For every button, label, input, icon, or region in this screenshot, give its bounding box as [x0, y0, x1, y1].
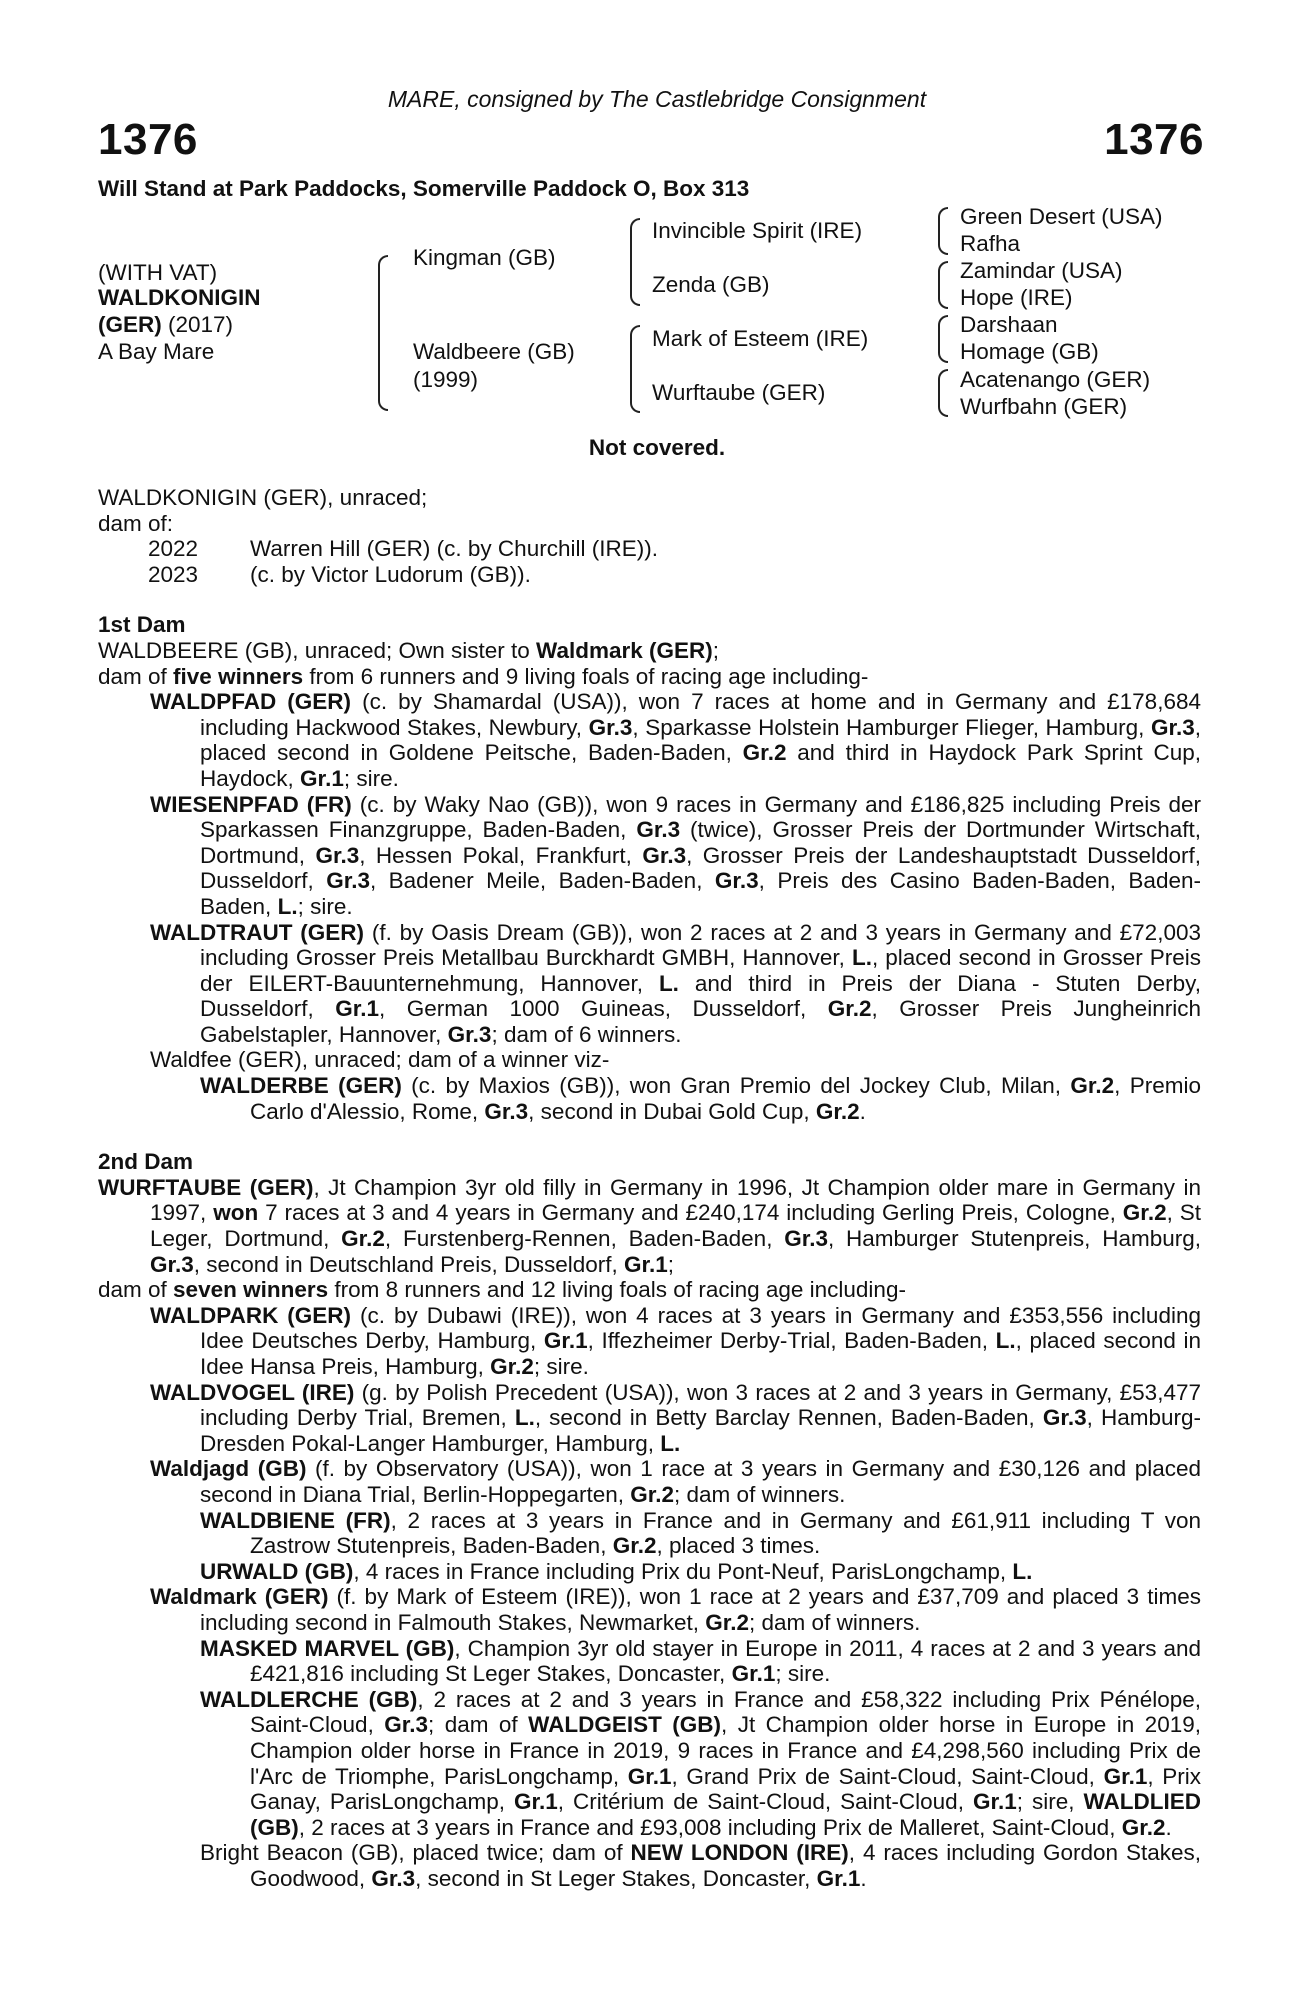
bold-text: Gr.2: [341, 1226, 385, 1252]
bold-text: Gr.1: [335, 996, 380, 1022]
bold-text: WALDLERCHE (GB): [200, 1686, 418, 1712]
text-run: 7 races at 3 and 4 years in Germany and £240,174 including Gerling Preis, Cologne,: [258, 1200, 1123, 1226]
produce-text: [250, 536, 658, 562]
section-heading: [98, 612, 1201, 638]
gen3-ancestor: Zamindar (USA): [960, 258, 1123, 283]
text-run: dam of:: [98, 510, 174, 536]
text-run: (twice), Grosser Preis der Dortmunder Wirtschaft, Dortmund,: [200, 817, 1202, 868]
text-run: , German 1000 Guineas, Dusseldorf,: [379, 996, 828, 1022]
horse-country: (GER): [98, 312, 162, 337]
text-run: (f. by Mark of Esteem (IRE)), won 1 race at 2 years and £37,709 and placed 3 times including second in Falmouth Stakes, Newmarket,: [200, 1584, 1201, 1635]
text-run: , Grosser Preis Jungheinrich Gabelstapler, Hannover,: [200, 996, 1201, 1047]
brace-g3-1: [938, 207, 948, 255]
pedigree-entry: [98, 1277, 1201, 1303]
text-run: (f. by Oasis Dream (GB)), won 2 races at 2 and 3 years in Germany and £72,003 including Grosser Preis Metallbau Burckhardt GMBH, Hannover,: [200, 919, 1201, 971]
pedigree-entry: [150, 1456, 1201, 1507]
dam-sire: Mark of Esteem (IRE): [652, 326, 869, 351]
text-run: ;: [712, 637, 720, 663]
text-run: , second in Deutschland Preis, Dusseldorf,: [193, 1251, 624, 1277]
bold-text: L.: [277, 893, 298, 919]
text-run: (g. by Polish Precedent (USA)), won 3 races at 2 and 3 years in Germany, £53,477 including Derby Trial, Bremen,: [200, 1379, 1201, 1431]
text-run: Bright Beacon (GB), placed twice; dam of: [200, 1840, 631, 1866]
text-run: , St Leger, Dortmund,: [150, 1200, 1201, 1252]
text-run: , 2 races at 3 years in France and £93,008 including Prix de Malleret, Saint-Cloud,: [298, 1814, 1122, 1840]
bold-text: L.: [514, 1405, 535, 1431]
bold-text: won: [213, 1200, 259, 1226]
text-run: WALDBEERE (GB), unraced; Own sister to: [98, 637, 537, 663]
brace-sire: [630, 218, 640, 306]
sire: Kingman (GB): [413, 245, 556, 270]
text-run: , Premio Carlo d'Alessio, Rome,: [250, 1073, 1201, 1124]
bold-text: Gr.1: [300, 765, 344, 791]
horse-description: A Bay Mare: [98, 339, 215, 364]
stand-location: Will Stand at Park Paddocks, Somerville Paddock O, Box 313: [98, 176, 750, 201]
bold-text: Gr.1: [543, 1328, 588, 1354]
bold-text: WALDERBE (GER): [200, 1073, 402, 1099]
bold-text: Gr.3: [326, 868, 370, 894]
text-run: dam of: [98, 663, 174, 689]
bold-text: Gr.1: [816, 1865, 861, 1891]
bold-text: Gr.1: [513, 1789, 558, 1815]
pedigree-entry: [150, 1380, 1201, 1457]
text-run: ; dam of: [428, 1712, 529, 1738]
text-run: , second in Betty Barclay Rennen, Baden-Baden,: [534, 1405, 1043, 1431]
gen3-ancestor: Green Desert (USA): [960, 204, 1163, 229]
gen3-ancestor: Darshaan: [960, 312, 1058, 337]
text-run: 2nd Dam: [98, 1149, 194, 1175]
bold-text: Gr.3: [384, 1712, 429, 1738]
text-run: , 2 races at 2 and 3 years in France and £58,322 including Prix Pénélope, Saint-Cloud,: [250, 1686, 1202, 1738]
bold-text: L.: [995, 1328, 1016, 1354]
pedigree-entry: [150, 689, 1201, 791]
bold-text: L.: [660, 1430, 681, 1456]
text-run: , Critérium de Saint-Cloud, Saint-Cloud,: [557, 1789, 973, 1815]
pedigree-entry: [98, 485, 1201, 511]
text-run: , second in Dubai Gold Cup,: [528, 1098, 816, 1124]
text-run: and third in Preis der Diana - Stuten Derby, Dusseldorf,: [200, 970, 1201, 1022]
bold-text: Gr.3: [784, 1226, 829, 1252]
text-run: , Hessen Pokal, Frankfurt,: [359, 842, 643, 868]
bold-text: L.: [658, 970, 679, 996]
bold-text: Gr.2: [1121, 1814, 1166, 1840]
bold-text: Gr.2: [705, 1609, 750, 1635]
bold-text: WALDVOGEL (IRE): [150, 1379, 355, 1405]
brace-g3-3: [938, 315, 948, 363]
text-run: ; dam of winners.: [674, 1481, 846, 1507]
text-run: ; sire,: [1016, 1789, 1084, 1815]
bold-text: seven winners: [173, 1277, 329, 1303]
gen3-ancestor: Rafha: [960, 231, 1021, 256]
text-run: , Jt Champion 3yr old filly in Germany in 1996, Jt Champion older mare in Germany in 1997,: [150, 1174, 1201, 1226]
bold-text: Gr.2: [612, 1533, 657, 1559]
text-run: ; sire.: [343, 765, 399, 791]
bold-text: Gr.2: [1070, 1073, 1115, 1099]
bold-text: Gr.3: [642, 842, 687, 868]
text-run: and third in Haydock Park Sprint Cup, Haydock,: [200, 740, 1202, 791]
bold-text: URWALD (GB): [200, 1558, 354, 1584]
text-run: Waldfee (GER), unraced; dam of a winner viz-: [150, 1047, 610, 1073]
pedigree-entry: [150, 920, 1201, 1048]
text-run: , 2 races at 3 years in France and in Germany and £61,911 including T von Zastrow Stutenpreis, Baden-Baden,: [250, 1507, 1201, 1559]
text-run: , Hamburg-Dresden Pokal-Langer Hamburger, Hamburg,: [200, 1405, 1201, 1456]
horse-name: WALDKONIGIN: [98, 285, 261, 310]
text-run: , Grosser Preis der Landeshauptstadt Dusseldorf, Dusseldorf,: [200, 842, 1201, 894]
bold-text: Waldmark (GER): [150, 1584, 329, 1610]
text-run: , placed second in Idee Hansa Preis, Hamburg,: [200, 1328, 1201, 1379]
text-run: , Iffezheimer Derby-Trial, Baden-Baden,: [587, 1328, 996, 1354]
text-run: ; sire.: [775, 1661, 831, 1687]
bold-text: Gr.3: [371, 1865, 416, 1891]
bold-text: MASKED MARVEL (GB): [200, 1635, 455, 1661]
pedigree-entry: [98, 638, 1201, 664]
text-run: (c. by Dubawi (IRE)), won 4 races at 3 years in Germany and £353,556 including Idee Deutsches Derby, Hamburg,: [200, 1302, 1201, 1354]
brace-g3-4: [938, 369, 948, 417]
text-run: ;: [667, 1251, 675, 1277]
pedigree-entry: [200, 1636, 1201, 1687]
text-run: ; dam of winners.: [749, 1609, 921, 1635]
text-run: , 4 races including Gordon Stakes, Goodwood,: [250, 1840, 1201, 1891]
lot-number-left: 1376: [98, 115, 198, 164]
bold-text: Gr.1: [624, 1251, 668, 1277]
horse-year: (2017): [168, 312, 234, 337]
brace-g3-2: [938, 261, 948, 309]
pedigree-entry: [200, 1840, 1201, 1891]
text-run: , placed 3 times.: [656, 1533, 821, 1559]
brace-dam: [630, 325, 640, 413]
bold-text: WALDBIENE (FR): [200, 1507, 391, 1533]
text-run: (c. by Maxios (GB)), won Gran Premio del Jockey Club, Milan,: [401, 1073, 1071, 1099]
bold-text: WALDPFAD (GER): [150, 689, 352, 715]
bold-text: Gr.3: [1042, 1405, 1087, 1431]
pedigree-entry: [200, 1073, 1201, 1124]
text-run: , Sparkasse Holstein Hamburger Flieger, Hamburg,: [632, 714, 1151, 740]
text-run: , Champion 3yr old stayer in Europe in 2011, 4 races at 2 and 3 years and £421,816 including St Leger Stakes, Doncaster,: [250, 1635, 1201, 1687]
lot-number-right: 1376: [1104, 115, 1204, 164]
sire-sire: Invincible Spirit (IRE): [652, 218, 863, 243]
bold-text: Gr.1: [1103, 1763, 1148, 1789]
bold-text: L.: [851, 945, 872, 971]
text-run: , Badener Meile, Baden-Baden,: [370, 868, 715, 894]
text-run: , placed second in Goldene Peitsche, Baden-Baden,: [200, 714, 1201, 766]
produce-year: 2022: [148, 536, 199, 562]
brace-gen1: [378, 255, 388, 411]
text-run: (c. by Victor Ludorum (GB)).: [250, 561, 531, 587]
bold-text: Gr.2: [827, 996, 872, 1022]
bold-text: Gr.3: [636, 817, 681, 843]
bold-text: WALDPARK (GER): [150, 1302, 352, 1328]
text-run: .: [1165, 1814, 1172, 1840]
vat-label: (WITH VAT): [98, 260, 218, 285]
bold-text: Gr.3: [1150, 714, 1195, 740]
bold-text: Gr.3: [447, 1021, 492, 1047]
bold-text: WALDGEIST (GB): [528, 1712, 722, 1738]
bold-text: Gr.3: [150, 1251, 194, 1277]
text-run: , Furstenberg-Rennen, Baden-Baden,: [384, 1226, 785, 1252]
pedigree-entry: [200, 1559, 1201, 1585]
coverage-status: Not covered.: [588, 435, 726, 460]
catalogue-body: [98, 485, 1201, 1891]
pedigree-entry: [98, 664, 1201, 690]
bold-text: WURFTAUBE (GER): [98, 1174, 314, 1200]
bold-text: Gr.2: [742, 740, 787, 766]
bold-text: Gr.2: [1122, 1200, 1167, 1226]
text-run: (f. by Observatory (USA)), won 1 race at 3 years in Germany and £30,126 and placed second in Diana Trial, Berlin-Hoppegarten,: [200, 1456, 1201, 1507]
pedigree-entry: [150, 792, 1201, 920]
bold-text: five winners: [173, 663, 304, 689]
text-run: from 6 runners and 9 living foals of racing age including-: [303, 663, 869, 689]
text-run: WALDKONIGIN (GER), unraced;: [98, 485, 428, 510]
text-run: , second in St Leger Stakes, Doncaster,: [415, 1865, 817, 1891]
bold-text: Gr.3: [714, 868, 759, 894]
pedigree-entry: [98, 1175, 1201, 1277]
section-heading: [98, 1149, 1201, 1175]
bold-text: Gr.1: [627, 1763, 672, 1789]
text-run: , Hamburger Stutenpreis, Hamburg,: [828, 1226, 1201, 1252]
text-run: (c. by Waky Nao (GB)), won 9 races in Germany and £186,825 including Preis der Sparkassen Finanzgruppe, Baden-Baden,: [200, 791, 1201, 843]
gen3-ancestor: Wurfbahn (GER): [960, 394, 1128, 419]
sire-dam: Zenda (GB): [652, 272, 770, 297]
bold-text: WALDTRAUT (GER): [150, 919, 365, 945]
text-run: Warren Hill (GER) (c. by Churchill (IRE)).: [250, 536, 658, 562]
consignment-line: MARE, consigned by The Castlebridge Consignment: [387, 86, 927, 112]
text-run: , placed second in Grosser Preis der EILERT-Bauunternehmung, Hannover,: [200, 945, 1202, 996]
pedigree-entry: [150, 1584, 1201, 1635]
produce-year: 2023: [148, 561, 199, 587]
bold-text: Gr.3: [315, 842, 360, 868]
text-run: .: [860, 1865, 867, 1891]
bold-text: Gr.2: [815, 1098, 860, 1124]
bold-text: WIESENPFAD (FR): [150, 791, 352, 817]
bold-text: Gr.3: [588, 714, 633, 740]
text-run: , Grand Prix de Saint-Cloud, Saint-Cloud,: [671, 1763, 1104, 1789]
text-run: , Jt Champion older horse in Europe in 2019, Champion older horse in France in 2019, 9 races in France and £4,298,560 including Prix de l'Arc de Triomphe, ParisLongchamp,: [250, 1712, 1201, 1789]
text-run: from 8 runners and 12 living foals of racing age including-: [328, 1277, 906, 1303]
pedigree-entry: [150, 1303, 1201, 1380]
text-run: , Prix Ganay, ParisLongchamp,: [250, 1763, 1201, 1815]
text-run: dam of: [98, 1277, 174, 1303]
produce-text: [250, 562, 531, 588]
text-run: , 4 races in France including Prix du Pont-Neuf, ParisLongchamp,: [353, 1558, 1013, 1584]
bold-text: Gr.1: [972, 1789, 1017, 1815]
text-run: .: [859, 1098, 866, 1124]
text-run: , Preis des Casino Baden-Baden, Baden-Baden,: [200, 868, 1201, 919]
bold-text: Gr.3: [484, 1098, 529, 1124]
produce-record: [98, 536, 1201, 562]
pedigree-entry: [98, 511, 1201, 537]
text-run: ; sire.: [297, 893, 353, 919]
bold-text: Gr.2: [490, 1354, 534, 1379]
pedigree-entry: [200, 1508, 1201, 1559]
bold-text: Waldjagd (GB): [150, 1456, 307, 1482]
gen3-ancestor: Hope (IRE): [960, 285, 1073, 310]
dam-dam: Wurftaube (GER): [652, 380, 826, 405]
bold-text: NEW LONDON (IRE): [630, 1840, 849, 1866]
text-run: 1st Dam: [98, 612, 186, 638]
bold-text: Gr.1: [731, 1661, 776, 1687]
dam: Waldbeere (GB): [413, 339, 575, 364]
text-run: ; dam of 6 winners.: [491, 1021, 682, 1047]
gen3-ancestor: Acatenango (GER): [960, 367, 1151, 392]
dam-year: (1999): [413, 367, 479, 392]
bold-text: Gr.2: [630, 1481, 675, 1507]
produce-record: [98, 562, 1201, 588]
bold-text: L.: [1012, 1558, 1033, 1584]
text-run: (c. by Shamardal (USA)), won 7 races at home and in Germany and £178,684 including Hackwood Stakes, Newbury,: [200, 689, 1201, 740]
pedigree-entry: [150, 1047, 1201, 1073]
text-run: ; sire.: [533, 1354, 589, 1379]
pedigree-entry: [200, 1687, 1201, 1841]
gen3-ancestor: Homage (GB): [960, 339, 1099, 364]
bold-text: Waldmark (GER): [536, 637, 713, 663]
bold-text: WALDLIED (GB): [250, 1789, 1201, 1840]
